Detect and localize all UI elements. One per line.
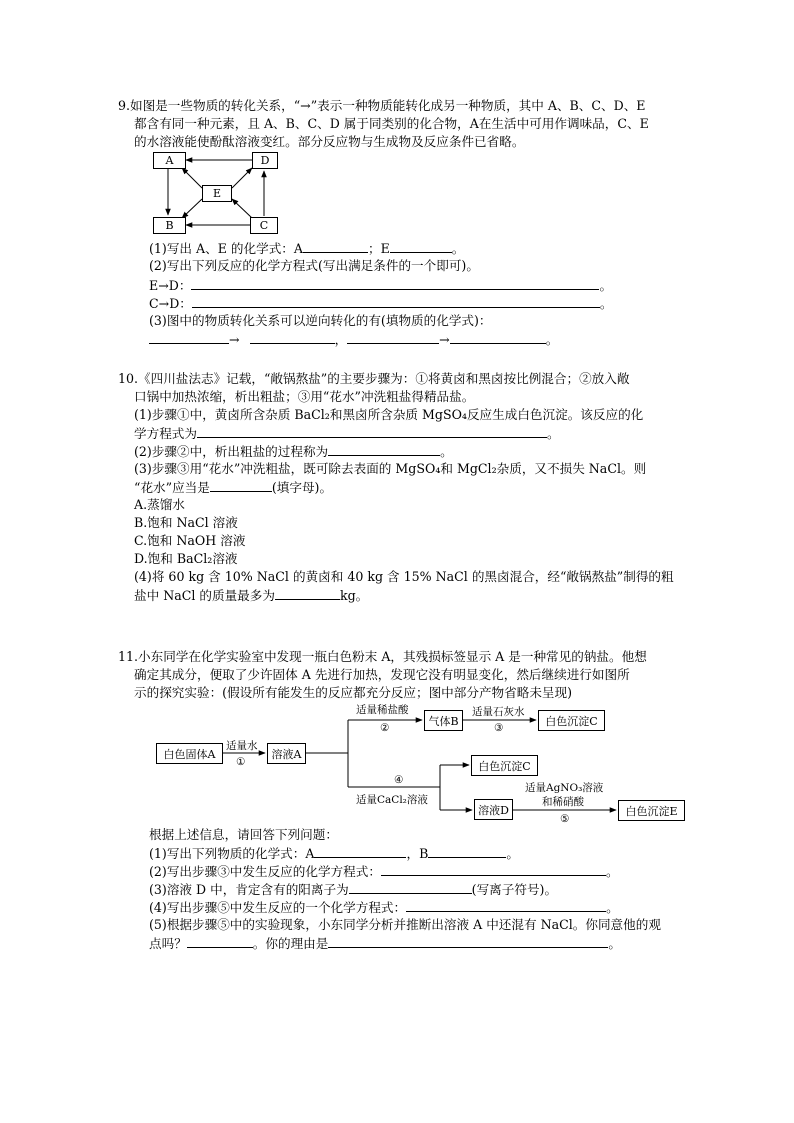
q10-part1-line2 bbox=[134, 424, 560, 443]
q9-part2: (2)写出下列反应的化学方程式(写出满足条件的一个即可)。 bbox=[149, 258, 479, 273]
q10-part2-period: 。 bbox=[440, 444, 453, 459]
flow-label-lime-water: 适量石灰水 bbox=[472, 706, 525, 718]
q9-part1-mid: ；E bbox=[367, 241, 390, 256]
flow-step-1: ① bbox=[236, 756, 246, 768]
q9-arrow-1: → bbox=[229, 332, 240, 347]
q10-part4-prompt: 盐中 NaCl 的质量最多为 bbox=[134, 588, 275, 603]
answer-blank-r1[interactable] bbox=[149, 330, 229, 344]
answer-blank-cd[interactable] bbox=[192, 294, 600, 308]
q9-part3-answer bbox=[149, 330, 558, 349]
node-a: A bbox=[153, 152, 186, 169]
flow-white-precipitate-c: 白色沉淀C bbox=[471, 755, 538, 776]
answer-blank-10-4[interactable] bbox=[275, 586, 340, 600]
q10-option-a: A.蒸馏水 bbox=[134, 497, 185, 512]
q9-stem-line3: 的水溶液能使酚酞溶液变红。部分反应物与生成物及反应条件已省略。 bbox=[134, 134, 525, 149]
answer-blank-11-2[interactable] bbox=[381, 862, 606, 876]
flow-step-2: ② bbox=[380, 722, 390, 734]
answer-blank-r2[interactable] bbox=[250, 330, 335, 344]
answer-blank-10-3[interactable] bbox=[210, 478, 272, 492]
q10-part2 bbox=[134, 442, 453, 461]
answer-blank-10-1[interactable] bbox=[197, 424, 547, 438]
answer-blank-11-5b[interactable] bbox=[328, 934, 608, 948]
q11-part2-prompt: (2)写出步骤③中发生反应的化学方程式： bbox=[149, 864, 381, 879]
answer-blank-r4[interactable] bbox=[450, 330, 546, 344]
q11-part1-prompt: (1)写出下列物质的化学式：A bbox=[149, 846, 315, 861]
q11-stem-line2: 确定其成分，便取了少许固体 A 先进行加热，发现它没有明显变化，然后继续进行如图所 bbox=[134, 667, 630, 682]
flow-step-3: ③ bbox=[494, 722, 504, 734]
node-b: B bbox=[153, 217, 186, 234]
q11-part1 bbox=[149, 844, 519, 863]
answer-blank-11-4[interactable] bbox=[406, 898, 606, 912]
q9-eq-cd-label: C→D： bbox=[149, 296, 192, 311]
flow-label-agno3: 适量AgNO₃溶液 bbox=[525, 782, 604, 794]
q11-part4-prompt: (4)写出步骤⑤中发生反应的一个化学方程式： bbox=[149, 900, 407, 915]
q10-part2-prompt: (2)步骤②中，析出粗盐的过程称为 bbox=[134, 444, 329, 459]
node-d: D bbox=[252, 152, 278, 169]
q11-part5-period: 。 bbox=[608, 936, 621, 951]
node-e: E bbox=[202, 185, 232, 202]
flow-label-hcl: 适量稀盐酸 bbox=[356, 704, 409, 716]
q11-part4 bbox=[149, 898, 619, 917]
answer-blank-11-a[interactable] bbox=[314, 844, 406, 858]
q11-part2 bbox=[149, 862, 619, 881]
q10-stem-line2: 口锅中加热浓缩，析出粗盐；③用“花水”冲洗粗盐得精品盐。 bbox=[134, 389, 475, 404]
flow-step-4: ④ bbox=[394, 774, 404, 786]
q11-part1-mid: ，B bbox=[406, 846, 429, 861]
q11-part1-period: 。 bbox=[506, 846, 519, 861]
q9-stem-line1: 9.如图是一些物质的转化关系，“→”表示一种物质能转化成另一种物质，其中 A、B、C、D、E bbox=[118, 98, 646, 113]
answer-blank-a[interactable] bbox=[303, 239, 368, 253]
q9-eq-cd bbox=[149, 294, 612, 313]
q10-part1-prompt: 学方程式为 bbox=[134, 426, 197, 441]
q11-part5-line2 bbox=[149, 934, 621, 953]
answer-blank-r3[interactable] bbox=[347, 330, 439, 344]
answer-blank-10-2[interactable] bbox=[328, 442, 440, 456]
q10-option-c: C.饱和 NaOH 溶液 bbox=[134, 533, 246, 548]
q11-part2-period: 。 bbox=[605, 864, 619, 879]
q9-part1 bbox=[149, 239, 464, 258]
flow-white-precipitate-e: 白色沉淀E bbox=[618, 800, 685, 821]
answer-blank-11-3[interactable] bbox=[349, 880, 472, 894]
q9-comma: ， bbox=[334, 332, 348, 347]
q10-part1-line1: (1)步骤①中，黄卤所含杂质 BaCl₂和黑卤所含杂质 MgSO₄反应生成白色沉淀。该反应的化 bbox=[134, 407, 644, 422]
q9-eq-ed bbox=[149, 276, 612, 295]
flow-gas-b: 气体B bbox=[424, 710, 463, 731]
q11-part3 bbox=[149, 880, 557, 899]
q11-part3-prompt: (3)溶液 D 中，肯定含有的阳离子为 bbox=[149, 882, 349, 897]
q10-option-d: D.饱和 BaCl₂溶液 bbox=[134, 551, 238, 566]
q9-eq-cd-end: 。 bbox=[599, 296, 613, 311]
q9-eq-ed-label: E→D： bbox=[149, 278, 192, 293]
q11-part5-line1: (5)根据步骤⑤中的实验现象，小东同学分析并推断出溶液 A 中还混有 NaCl。你同意他的观 bbox=[149, 917, 661, 932]
q10-part4-line2 bbox=[134, 586, 368, 605]
answer-blank-11-b[interactable] bbox=[428, 844, 506, 858]
q9-part3: (3)图中的物质转化关系可以逆向转化的有(填物质的化学式)： bbox=[149, 313, 492, 328]
flow-white-precipitate-c-top: 白色沉淀C bbox=[538, 710, 605, 731]
flow-step-5: ⑤ bbox=[560, 813, 570, 825]
q11-part5-prompt: 点吗？ bbox=[149, 936, 187, 951]
answer-blank-e[interactable] bbox=[390, 239, 452, 253]
q11-part4-period: 。 bbox=[606, 900, 619, 915]
q10-part3-prompt: “花水”应当是 bbox=[134, 480, 210, 495]
flow-label-hno3: 和稀硝酸 bbox=[542, 796, 584, 808]
q11-part5-mid: 。你的理由是 bbox=[252, 936, 329, 951]
q9-eq-ed-end: 。 bbox=[599, 278, 613, 293]
q10-part3-line1: (3)步骤③用“花水”冲洗粗盐，既可除去表面的 MgSO₄和 MgCl₂杂质，又不损失 NaCl。则 bbox=[134, 461, 647, 476]
flow-white-solid-a: 白色固体A bbox=[156, 743, 223, 764]
q11-part3-suffix: (写离子符号)。 bbox=[471, 882, 558, 897]
flow-label-cacl2: 适量CaCl₂溶液 bbox=[356, 794, 428, 806]
q10-part3-suffix: (填字母)。 bbox=[271, 480, 333, 495]
q9-part1-end: 。 bbox=[451, 241, 465, 256]
q9-stem-line2: 都含有同一种元素，且 A、B、C、D 属于同类别的化合物，A在生活中可用作调味品，C、E bbox=[134, 116, 649, 131]
q10-part3-line2 bbox=[134, 478, 332, 497]
q11-stem-line1: 11.小东同学在化学实验室中发现一瓶白色粉末 A，其残损标签显示 A 是一种常见的钠盐。他想 bbox=[118, 649, 647, 664]
answer-blank-11-5a[interactable] bbox=[187, 934, 253, 948]
flow-solution-d: 溶液D bbox=[474, 799, 513, 820]
flow-solution-a: 溶液A bbox=[267, 743, 306, 764]
q9-arrow-2: → bbox=[439, 332, 450, 347]
answer-blank-ed[interactable] bbox=[191, 276, 599, 290]
q11-stem-line3: 示的探究实验：(假设所有能发生的反应都充分反应；图中部分产物省略未呈现) bbox=[134, 685, 573, 700]
q10-part4-line1: (4)将 60 kg 含 10% NaCl 的黄卤和 40 kg 含 15% NaCl 的黑卤混合，经“敞锅熬盐”制得的粗 bbox=[134, 569, 674, 584]
q9-part1-prompt: (1)写出 A、E 的化学式：A bbox=[149, 241, 303, 256]
q10-part1-period: 。 bbox=[546, 426, 560, 441]
q11-intro: 根据上述信息，请回答下列问题： bbox=[149, 827, 338, 842]
q9-period: 。 bbox=[545, 332, 559, 347]
flow-label-water: 适量水 bbox=[226, 740, 258, 752]
q10-option-b: B.饱和 NaCl 溶液 bbox=[134, 515, 238, 530]
q10-part4-suffix: kg。 bbox=[339, 588, 369, 603]
node-c: C bbox=[250, 217, 278, 234]
q10-stem-line1: 10.《四川盐法志》记载，“敞锅熬盐”的主要步骤为：①将黄卤和黑卤按比例混合；②放入敞 bbox=[118, 371, 630, 386]
